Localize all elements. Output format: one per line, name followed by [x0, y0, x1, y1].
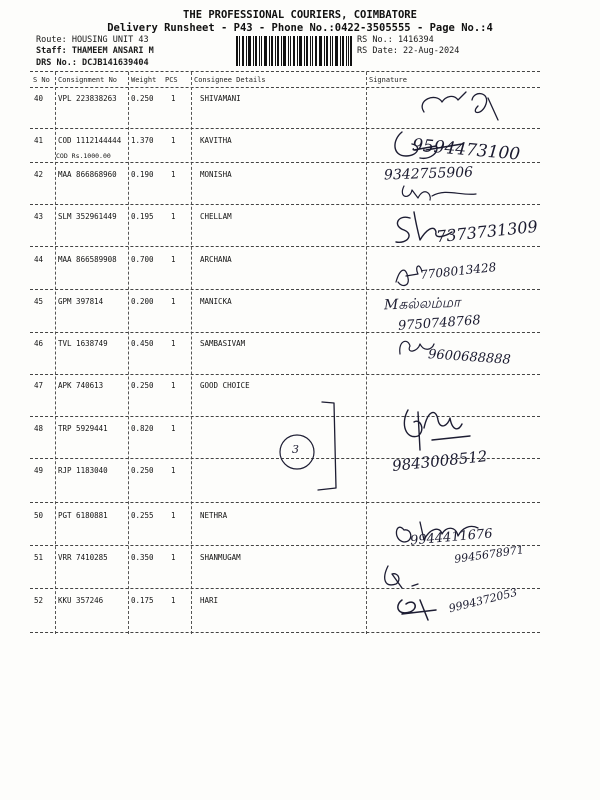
- col-header-weight: Weight: [131, 76, 157, 84]
- row-sno: 43: [34, 212, 44, 221]
- row-weight: 1.370: [131, 136, 154, 145]
- row-consignee: SHANMUGAM: [200, 553, 241, 562]
- row-consignment: KKU 357246: [58, 596, 104, 605]
- row-sno: 41: [34, 136, 44, 145]
- signature: [402, 186, 476, 200]
- row-consignment: MAA 866589908: [58, 255, 117, 264]
- row-consignment: VRR 7410285: [58, 553, 108, 562]
- col-header-consignee: Consignee Details: [194, 76, 266, 84]
- row-consignee: GOOD CHOICE: [200, 381, 250, 390]
- row-pcs: 1: [171, 466, 176, 475]
- col-header-signature: Signature: [369, 76, 407, 84]
- handwritten-phone: 9945678971: [453, 543, 525, 566]
- row-sno: 51: [34, 553, 44, 562]
- row-sno: 45: [34, 297, 44, 306]
- row-sno: 49: [34, 466, 44, 475]
- row-weight: 0.200: [131, 297, 154, 306]
- row-pcs: 1: [171, 424, 176, 433]
- row-sno: 47: [34, 381, 44, 390]
- row-weight: 0.195: [131, 212, 154, 221]
- row-consignee: SHIVAMANI: [200, 94, 241, 103]
- row-pcs: 1: [171, 381, 176, 390]
- row-weight: 0.255: [131, 511, 154, 520]
- row-consignment: SLM 352961449: [58, 212, 117, 221]
- row-consignment: TVL 1638749: [58, 339, 108, 348]
- row-pcs: 1: [171, 212, 176, 221]
- rs-date: RS Date: 22-Aug-2024: [357, 46, 460, 56]
- col-header-sno: S No: [33, 76, 50, 84]
- row-consignee: CHELLAM: [200, 212, 232, 221]
- row-consignee: SAMBASIVAM: [200, 339, 246, 348]
- cod-amount: COD Rs.1000.00: [56, 152, 111, 160]
- row-pcs: 1: [171, 255, 176, 264]
- row-consignee: MONISHA: [200, 170, 232, 179]
- row-consignee: KAVITHA: [200, 136, 232, 145]
- row-sno: 46: [34, 339, 44, 348]
- handwritten-phone: 7708013428: [419, 260, 497, 282]
- signature: [404, 410, 470, 450]
- row-pcs: 1: [171, 511, 176, 520]
- row-pcs: 1: [171, 596, 176, 605]
- handwritten-name: Mகல்லம்மா: [383, 294, 461, 314]
- row-weight: 0.175: [131, 596, 154, 605]
- row-weight: 0.250: [131, 466, 154, 475]
- signature: [398, 600, 436, 620]
- row-sno: 48: [34, 424, 44, 433]
- runsheet-subtitle: Delivery Runsheet - P43 - Phone No.:0422-3505555 - Page No.:4: [107, 22, 493, 34]
- row-weight: 0.450: [131, 339, 154, 348]
- row-pcs: 1: [171, 339, 176, 348]
- row-weight: 0.700: [131, 255, 154, 264]
- handwritten-phone: 7373731309: [435, 216, 539, 247]
- handwritten-phone: 9600688888: [427, 347, 512, 368]
- handwritten-phone: 9843008512: [391, 447, 489, 475]
- row-weight: 0.250: [131, 381, 154, 390]
- col-header-pcs: PCS: [165, 76, 178, 84]
- row-consignee: MANICKA: [200, 297, 232, 306]
- signature: [396, 266, 422, 285]
- staff-label: Staff: THAMEEM ANSARI M: [36, 46, 154, 56]
- row-pcs: 1: [171, 170, 176, 179]
- row-pcs: 1: [171, 94, 176, 103]
- route-label: Route: HOUSING UNIT 43: [36, 35, 149, 45]
- row-pcs: 1: [171, 553, 176, 562]
- row-consignment: GPM 397814: [58, 297, 104, 306]
- row-sno: 44: [34, 255, 44, 264]
- company-title: THE PROFESSIONAL COURIERS, COIMBATORE: [183, 9, 417, 21]
- row-consignment: VPL 223838263: [58, 94, 117, 103]
- row-weight: 0.190: [131, 170, 154, 179]
- handwritten-phone: 9944411676: [409, 526, 494, 549]
- row-consignment: RJP 1183040: [58, 466, 108, 475]
- handwritten-phone: 9342755906: [383, 164, 474, 184]
- row-pcs: 1: [171, 297, 176, 306]
- row-weight: 0.250: [131, 94, 154, 103]
- row-consignment: COD 1112144444: [58, 136, 122, 145]
- row-sno: 52: [34, 596, 44, 605]
- handwritten-phone: 9994372053: [447, 585, 519, 616]
- rs-number: RS No.: 1416394: [357, 35, 434, 45]
- row-weight: 0.820: [131, 424, 154, 433]
- row-pcs: 1: [171, 136, 176, 145]
- row-consignee: NETHRA: [200, 511, 228, 520]
- row-consignee: ARCHANA: [200, 255, 232, 264]
- row-consignment: TRP 5929441: [58, 424, 108, 433]
- col-header-consignment: Consignment No: [58, 76, 118, 84]
- row-consignment: APK 740613: [58, 381, 104, 390]
- drs-number: DRS No.: DCJB141639404: [36, 58, 149, 68]
- row-consignment: MAA 866868960: [58, 170, 117, 179]
- circled-number-text: 3: [292, 443, 299, 456]
- row-sno: 40: [34, 94, 44, 103]
- signature: [422, 92, 498, 120]
- row-sno: 42: [34, 170, 44, 179]
- handwritten-phone: 9594473100: [411, 135, 521, 165]
- row-weight: 0.350: [131, 553, 154, 562]
- bracket-mark: [318, 402, 336, 490]
- handwritten-phone: 9750748768: [397, 313, 482, 334]
- row-consignee: HARI: [200, 596, 219, 605]
- row-sno: 50: [34, 511, 44, 520]
- signature: [385, 566, 418, 588]
- row-consignment: PGT 6180881: [58, 511, 108, 520]
